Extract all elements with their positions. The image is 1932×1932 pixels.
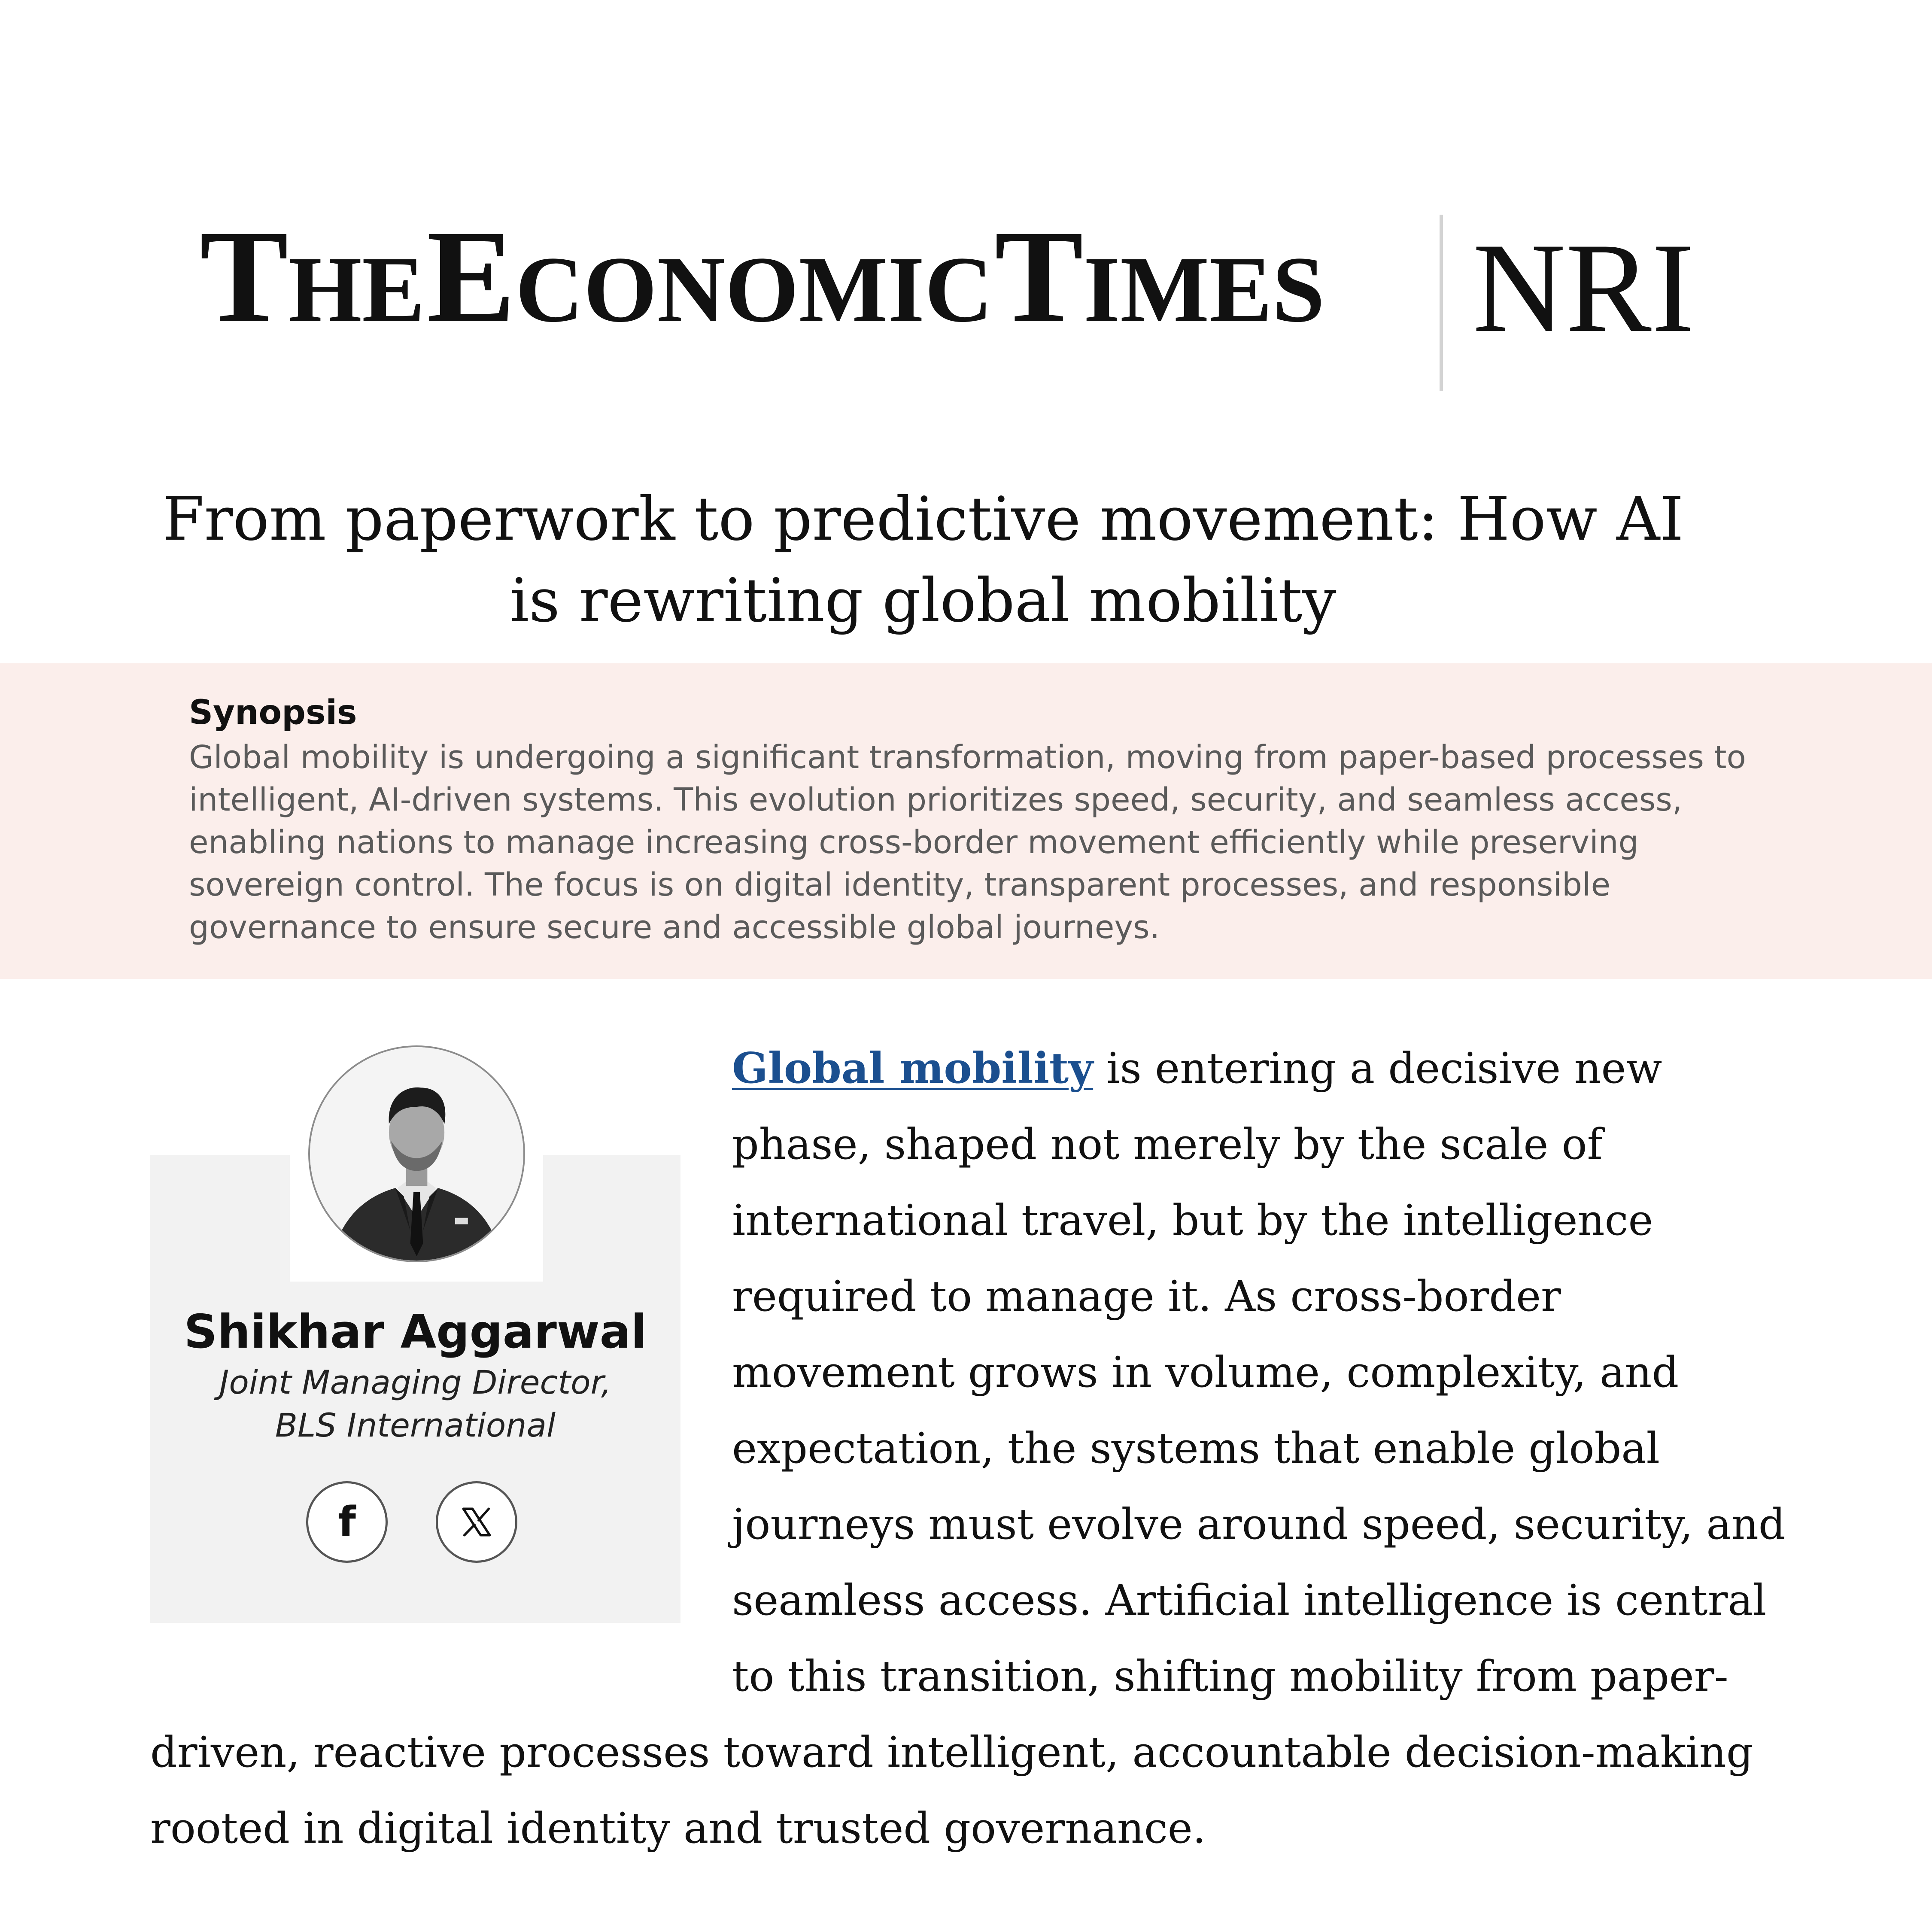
economic-times-logo[interactable]: THE ECONOMIC TIMES — [200, 210, 1325, 343]
masthead — [0, 202, 1932, 399]
masthead-divider — [1440, 215, 1443, 391]
article-body-text: is entering a decisive new phase, shaped not merely by the scale of international travel, but by the intelligence required to manage it. As cross-border movement grows in volume, complexity, and expectation, the systems that enable global journeys must evolve around speed, security, and seamless access. Artificial intelligence is central to this transition, shifting mobility from paper-driven, reactive processes toward intelligent, accountable decision-making rooted in digital identity and trusted governance. — [150, 1044, 1786, 1853]
synopsis-label: Synopsis — [189, 693, 357, 732]
article-headline: From paperwork to predictive movement: How AI is rewriting global mobility — [162, 484, 1684, 636]
synopsis-box — [0, 663, 1932, 979]
synopsis-text: Global mobility is undergoing a significant transformation, moving from paper-based processes to intelligent, AI-driven systems. This evolution prioritizes speed, security, and seamless access, enabling nations to manage increasing cross-border movement efficiently while preserving sovereign control. The focus is on digital identity, transparent processes, and responsible governance to ensure secure and accessible global journeys. — [189, 739, 1746, 946]
article-body — [150, 1030, 1786, 1867]
section-title[interactable]: NRI — [1473, 216, 1695, 359]
author-role-title: Joint Managing Director, — [219, 1363, 612, 1401]
global-mobility-link[interactable]: Global mobility — [732, 1044, 1094, 1093]
author-organization: BLS International — [275, 1406, 556, 1444]
facebook-icon: f — [338, 1498, 356, 1546]
author-name[interactable]: Shikhar Aggarwal — [184, 1305, 647, 1359]
author-card-spacer — [150, 1030, 732, 1709]
